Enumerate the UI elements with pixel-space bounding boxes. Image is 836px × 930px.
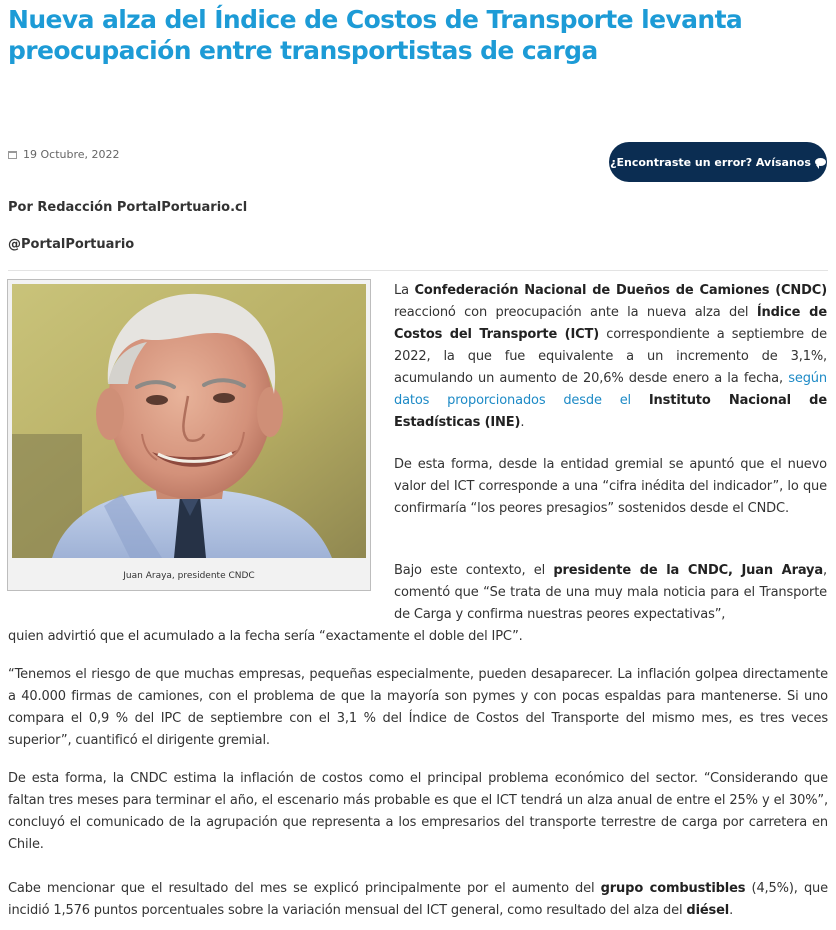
link-text[interactable]: según datos proporcionados desde el xyxy=(394,371,827,408)
bold-text: diésel xyxy=(686,903,730,918)
paragraph-4: “Tenemos el riesgo de que muchas empresas, pequeñas especialmente, pueden desaparecer. La inflación golpea directamente a 40.000 firmas de camiones, con el problema de que la mayoría son pymes y con pocas espaldas para mantenerse. Si uno compara el 0,9 % del IPC de septiembre con el 3,1 % del Índice de Costos del Transporte del mismo mes, es tres veces superior”, cuantificó el dirigente gremial. xyxy=(8,667,828,748)
bold-text: Confederación Nacional de Dueños de Camiones (CNDC) xyxy=(414,283,827,298)
article-figure xyxy=(7,279,371,591)
paragraph-intro xyxy=(394,280,827,434)
paragraph-5: De esta forma, la CNDC estima la inflación de costos como el principal problema económico del sector. “Considerando que faltan tres meses para terminar el año, el escenario más probable es que el ICT tendrá un alza anual de entre el 25% y el 30%”, concluyó el comunicado de la agrupación que representa a los empresarios del transporte terrestre de carga por carretera en Chile. xyxy=(8,771,828,852)
paragraph-6 xyxy=(8,878,828,922)
text-span: reaccionó con preocupación ante la nueva alza del xyxy=(394,305,757,320)
paragraph-3 xyxy=(394,560,827,626)
figure-caption: Juan Araya, presidente CNDC xyxy=(123,571,255,581)
report-error-label: ¿Encontraste un error? Avísanos xyxy=(610,155,811,169)
publish-date-text: 19 Octubre, 2022 xyxy=(23,148,120,161)
comment-icon xyxy=(815,158,826,166)
calendar-icon xyxy=(8,151,17,159)
bold-text: grupo combustibles xyxy=(600,881,746,896)
bold-text: presidente de la CNDC, Juan Araya xyxy=(553,563,824,578)
text-span: . xyxy=(729,903,734,918)
author-handle[interactable]: @PortalPortuario xyxy=(8,237,135,252)
text-span: correspondiente a septiembre de 2022, la que fue equivalente a un incremento de 3,1%, acumulando un aumento de 20,6% desde enero a la fecha, xyxy=(394,327,828,386)
text-span: (4,5%), que incidió 1,576 puntos porcentuales sobre la variación mensual del ICT general, como resultado del alza del xyxy=(8,881,828,918)
text-span: . xyxy=(520,415,525,430)
text-span: Bajo este contexto, el xyxy=(394,563,554,578)
text-span: La xyxy=(394,283,415,298)
portrait-photo xyxy=(12,284,366,558)
divider xyxy=(8,270,828,271)
text-span: , comentó que “Se trata de una muy mala noticia para el Transporte de Carga y confirma nuestras peores expectativas”, xyxy=(394,563,827,622)
bold-text: Índice de Costos del Transporte (ICT) xyxy=(394,305,827,342)
publish-date xyxy=(8,147,120,163)
report-error-button[interactable] xyxy=(609,142,827,182)
paragraph-3-continued: quien advirtió que el acumulado a la fecha sería “exactamente el doble del IPC”. xyxy=(8,629,523,644)
article-byline: Por Redacción PortalPortuario.cl xyxy=(8,200,248,215)
article-headline: Nueva alza del Índice de Costos de Transporte levanta preocupación entre transportistas de carga xyxy=(8,5,743,65)
link-text-bold[interactable]: Instituto Nacional de Estadísticas (INE) xyxy=(394,393,827,430)
text-span: Cabe mencionar que el resultado del mes se explicó principalmente por el aumento del xyxy=(8,881,601,896)
paragraph-2: De esta forma, desde la entidad gremial se apuntó que el nuevo valor del ICT corresponde a una “cifra inédita del indicador”, lo que confirmaría “los peores presagios” sostenidos desde el CNDC. xyxy=(394,457,827,516)
